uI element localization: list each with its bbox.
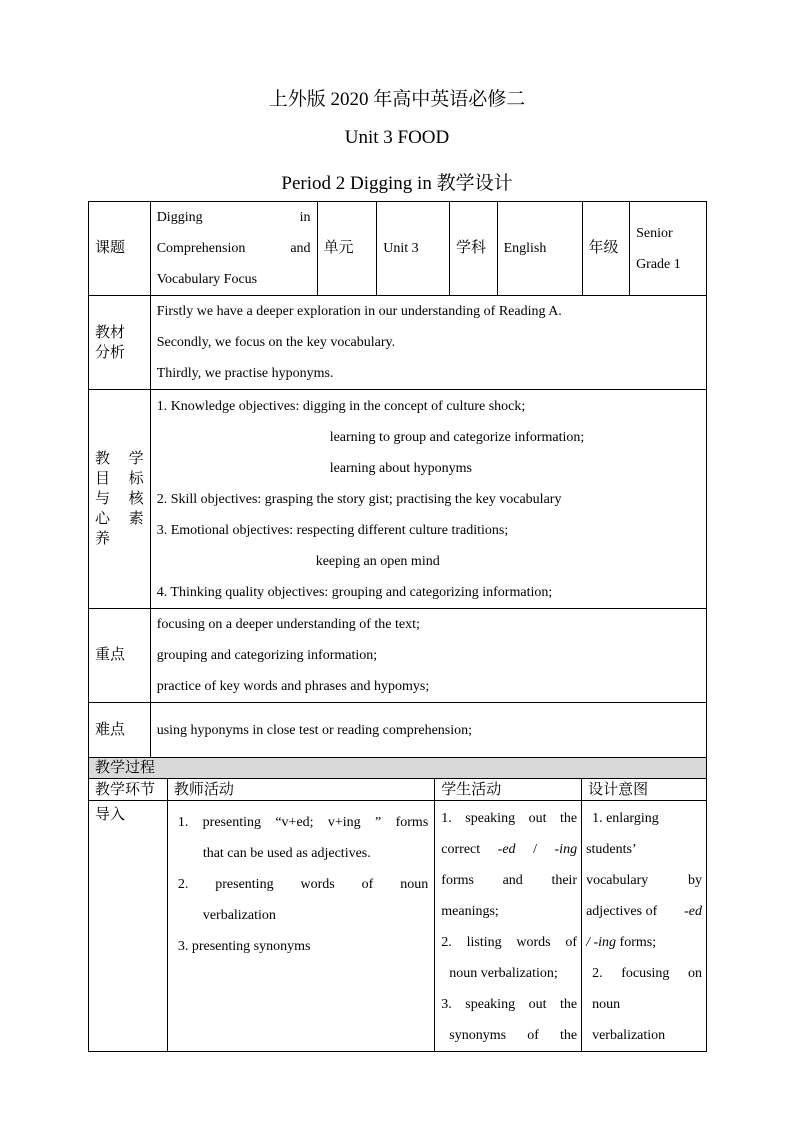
analysis-line: Thirdly, we practise hyponyms. [156, 366, 334, 381]
header-student: 学生活动 [435, 779, 582, 801]
student-activities: 1. speaking out the correct -ed / -ing forms and their meanings; 2. listing words of noun verbalization; 3. speaking out the synonyms of the [435, 801, 582, 1052]
course-value [150, 202, 317, 296]
teacher-line: that can be used as adjectives. [202, 846, 371, 861]
analysis-row [89, 296, 707, 390]
objective-line: 2. Skill objectives: grasping the story gist; practising the key vocabulary [156, 491, 562, 507]
course-value-line3: Vocabulary Focus [156, 272, 258, 287]
analysis-content [150, 296, 706, 390]
objectives-content [150, 390, 706, 609]
subject-label: 学科 [450, 202, 498, 296]
objective-line: 3. Emotional objectives: respecting different culture traditions; [156, 522, 509, 538]
doc-title-line1: 上外版 2020 年高中英语必修二 [268, 89, 526, 110]
analysis-line: Firstly we have a deeper exploration in our understanding of Reading A. [156, 304, 562, 319]
key-point-line: grouping and categorizing information; [156, 648, 378, 663]
objective-line: learning about hyponyms [329, 460, 472, 476]
teacher-line: 3. presenting synonyms [177, 939, 311, 954]
student-line-forms: correct -ed / -ing [441, 842, 578, 857]
grade-value-line2: Grade 1 [636, 256, 681, 272]
unit-label: 单元 [317, 202, 377, 296]
course-value-line2: Comprehension and [156, 241, 311, 256]
key-point-line: practice of key words and phrases and hypomys; [156, 679, 430, 694]
objectives-row [89, 390, 707, 609]
course-label: 课题 [89, 202, 151, 296]
course-value-line1: Digging in [156, 210, 311, 225]
header-teacher: 教师活动 [167, 779, 434, 801]
teacher-line: 1. presenting “v+ed; v+ing ” forms [177, 815, 429, 830]
teacher-line: 2. presenting words of noun [177, 877, 429, 892]
header-stage: 教学环节 [89, 779, 168, 801]
grade-label: 年级 [582, 202, 630, 296]
process-table [88, 757, 707, 1052]
difficulty-row [89, 703, 707, 759]
info-row [89, 202, 707, 296]
teacher-activities [167, 801, 434, 1052]
objective-line: learning to group and categorize information; [329, 429, 585, 445]
doc-title-line3: Period 2 Digging in 教学设计 [281, 173, 513, 194]
objective-line: 1. Knowledge objectives: digging in the concept of culture shock; [156, 398, 526, 414]
key-points-content [150, 609, 706, 703]
subject-value: English [497, 202, 582, 296]
difficulty-content: using hyponyms in close test or reading comprehension; [150, 703, 706, 759]
objective-line: keeping an open mind [315, 553, 440, 569]
analysis-label: 教材 分析 [89, 296, 151, 390]
header-intent: 设计意图 [582, 779, 707, 801]
stage-intro: 导入 [89, 801, 168, 1052]
teacher-line: verbalization [202, 908, 276, 923]
grade-value [630, 202, 707, 296]
key-points-label: 重点 [89, 609, 151, 703]
objective-line: 4. Thinking quality objectives: grouping and categorizing information; [156, 584, 553, 600]
process-row-intro [89, 801, 707, 1052]
doc-title-line2: Unit 3 FOOD [344, 127, 450, 148]
unit-value: Unit 3 [377, 202, 450, 296]
difficulty-label: 难点 [89, 703, 151, 759]
objectives-label: 教 学 目 标 与 核 心 素 养 [89, 390, 151, 609]
process-title: 教学过程 [89, 758, 707, 779]
key-points-row [89, 609, 707, 703]
design-intent: 1. enlarging students’ vocabulary by adjectives of -ed / -ing forms; 2. focusing on noun verbalization [582, 801, 707, 1052]
process-header-row [89, 779, 707, 801]
key-point-line: focusing on a deeper understanding of the text; [156, 617, 420, 632]
lesson-info-table [88, 201, 707, 759]
process-title-row [89, 758, 707, 779]
analysis-line: Secondly, we focus on the key vocabulary. [156, 335, 396, 350]
grade-value-line1: Senior [636, 225, 673, 241]
